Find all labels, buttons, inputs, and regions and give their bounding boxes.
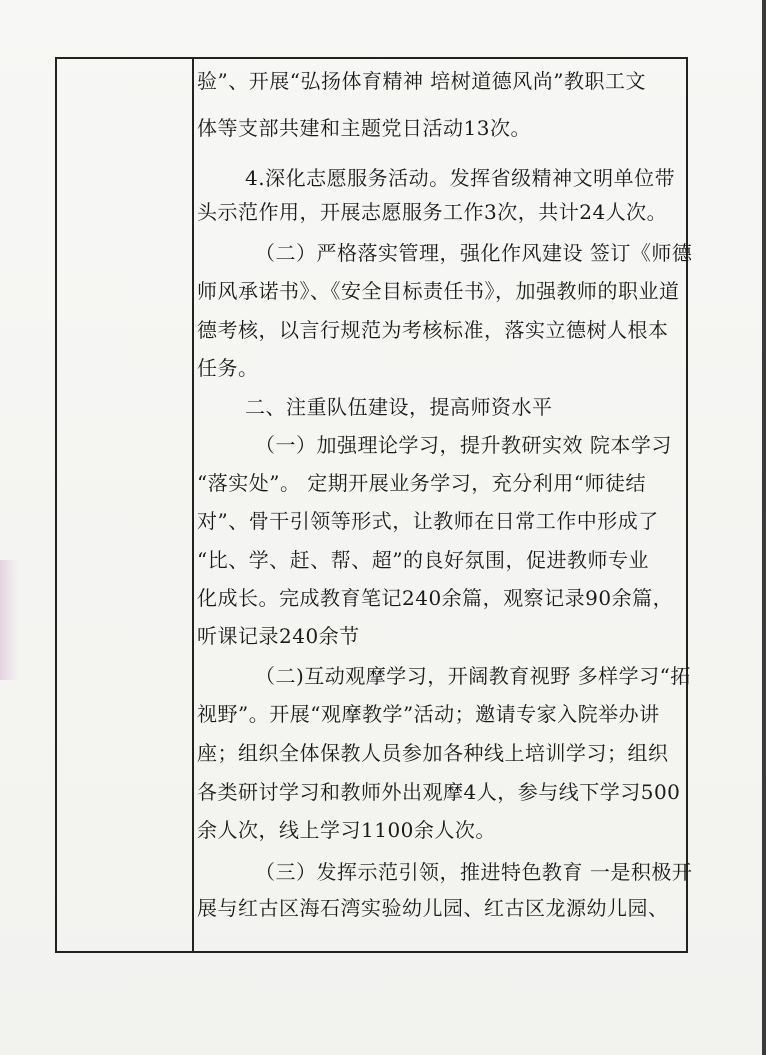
text-line: 对”、骨干引领等形式，让教师在日常工作中形成了 bbox=[197, 509, 659, 533]
text-line: 任务。 bbox=[197, 356, 259, 380]
text-line: （一）加强理论学习，提升教研实效 院本学习 bbox=[255, 433, 672, 457]
text-line: 德考核，以言行规范为考核标准，落实立德树人根本 bbox=[197, 318, 669, 342]
text-line: 师风承诺书》、《安全目标责任书》，加强教师的职业道 bbox=[197, 279, 680, 303]
section-heading: 二、注重队伍建设，提高师资水平 bbox=[245, 395, 553, 419]
text-line: 视野”。开展“观摩教学”活动；邀请专家入院举办讲 bbox=[197, 702, 660, 726]
text-line: （三）发挥示范引领，推进特色教育 一是积极开 bbox=[255, 860, 693, 884]
text-line: 座；组织全体保教人员参加各种线上培训学习；组织 bbox=[197, 741, 669, 765]
text-line: 头示范作用，开展志愿服务工作3次，共计24人次。 bbox=[197, 200, 668, 224]
text-line: 听课记录240余节 bbox=[197, 624, 360, 648]
text-line: 余人次，线上学习1100余人次。 bbox=[197, 818, 496, 842]
text-line: （二）严格落实管理，强化作风建设 签订《师德 bbox=[255, 241, 693, 265]
text-line: （二)互动观摩学习，开阔教育视野 多样学习“拓 bbox=[255, 664, 691, 688]
text-line: 4.深化志愿服务活动。发挥省级精神文明单位带 bbox=[245, 166, 676, 190]
text-line: 验”、开展“弘扬体育精神 培树道德风尚”教职工文 bbox=[197, 69, 647, 93]
text-line: “落实处”。 定期开展业务学习，充分利用“师徒结 bbox=[197, 471, 647, 495]
text-line: 各类研讨学习和教师外出观摩4人，参与线下学习500 bbox=[197, 780, 681, 804]
scan-edge-shadow bbox=[762, 0, 766, 1055]
scan-artifact bbox=[0, 560, 18, 680]
text-line: 化成长。完成教育笔记240余篇，观察记录90余篇， bbox=[197, 586, 674, 610]
text-line: 展与红古区海石湾实验幼儿园、红古区龙源幼儿园、 bbox=[197, 896, 669, 920]
table-column-divider bbox=[192, 57, 194, 953]
text-line: “比、学、赶、帮、超”的良好氛围，促进教师专业 bbox=[197, 548, 649, 572]
text-line: 体等支部共建和主题党日活动13次。 bbox=[197, 116, 531, 140]
